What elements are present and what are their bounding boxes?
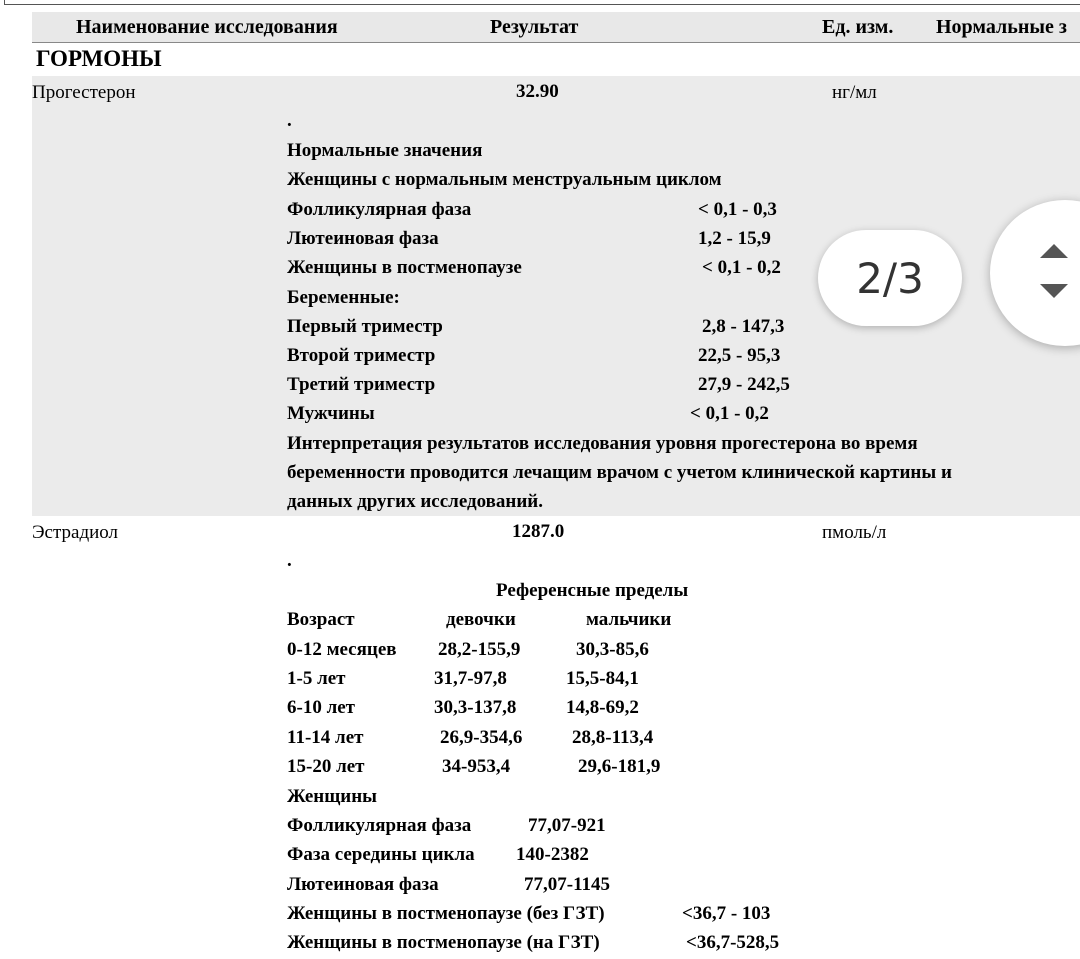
table-header [32, 12, 1080, 43]
girls-cell: 31,7-97,8 [434, 668, 507, 689]
norm-value: 2,8 - 147,3 [702, 316, 785, 337]
norm-label: Лютеиновая фаза [287, 228, 439, 249]
norm-label: Второй триместр [287, 345, 436, 366]
women-label: Женщины [287, 786, 377, 807]
interpretation-note: беременности проводится лечащим врачом с учетом клинической картины и [287, 462, 952, 483]
phase-label: Лютеиновая фаза [287, 874, 439, 895]
unit-estradiol: пмоль/л [822, 522, 887, 543]
boys-cell: 30,3-85,6 [576, 639, 649, 660]
phase-value: <36,7-528,5 [686, 932, 780, 953]
norm-label: Мужчины [287, 403, 375, 424]
girls-cell: 30,3-137,8 [434, 697, 517, 718]
phase-label: Фолликулярная фаза [287, 815, 472, 836]
phase-value: <36,7 - 103 [682, 903, 771, 924]
unit-progesterone: нг/мл [832, 82, 877, 103]
norm-value: < 0,1 - 0,3 [698, 199, 777, 220]
norm-title: Нормальные значения [287, 140, 483, 161]
reference-title: Референсные пределы [496, 580, 689, 601]
boys-cell: 28,8-113,4 [572, 727, 654, 748]
phase-label: Фаза середины цикла [287, 844, 475, 865]
test-name-progesterone: Прогестерон [32, 82, 136, 103]
pregnant-label: Беременные: [287, 287, 400, 308]
boys-cell: 15,5-84,1 [566, 668, 639, 689]
norm-subtitle: Женщины с нормальным менструальным циклом [287, 169, 722, 190]
phase-label: Женщины в постменопаузе (на ГЗТ) [287, 932, 600, 953]
age-cell: 15-20 лет [287, 756, 365, 777]
chevron-down-icon [1040, 284, 1068, 298]
boys-cell: 14,8-69,2 [566, 697, 639, 718]
section-title: ГОРМОНЫ [36, 46, 162, 71]
phase-value: 77,07-1145 [524, 874, 611, 895]
scroll-arrows-icon [1034, 240, 1074, 304]
result-estradiol: 1287.0 [512, 521, 565, 542]
girls-cell: 28,2-155,9 [438, 639, 521, 660]
result-progesterone: 32.90 [516, 81, 559, 102]
header-col-result: Результат [490, 16, 579, 38]
girls-cell: 34-953,4 [442, 756, 511, 777]
header-col-norm: Нормальные з [936, 16, 1067, 38]
norm-label: Первый триместр [287, 316, 443, 337]
chevron-up-icon [1040, 244, 1068, 258]
interpretation-note: данных других исследований. [287, 491, 543, 512]
norm-value: < 0,1 - 0,2 [690, 403, 769, 424]
age-cell: 6-10 лет [287, 697, 356, 718]
col-age: Возраст [287, 609, 355, 630]
phase-label: Женщины в постменопаузе (без ГЗТ) [287, 903, 605, 924]
norm-label: Фолликулярная фаза [287, 199, 472, 220]
norm-value: 1,2 - 15,9 [698, 228, 771, 249]
boys-cell: 29,6-181,9 [578, 756, 661, 777]
header-col-name: Наименование исследования [76, 16, 338, 38]
phase-value: 77,07-921 [528, 815, 606, 836]
age-cell: 1-5 лет [287, 668, 346, 689]
col-girls: девочки [446, 609, 516, 630]
norm-value: < 0,1 - 0,2 [702, 257, 781, 278]
page-indicator: 2/3 [818, 230, 962, 326]
norm-label: Третий триместр [287, 374, 436, 395]
interpretation-note: Интерпретация результатов исследования уровня прогестерона во время [287, 433, 918, 454]
girls-cell: 26,9-354,6 [440, 727, 523, 748]
norm-value: 27,9 - 242,5 [698, 374, 790, 395]
norm-value: 22,5 - 95,3 [698, 345, 781, 366]
age-cell: 11-14 лет [287, 727, 364, 748]
header-col-unit: Ед. изм. [822, 16, 894, 38]
col-boys: мальчики [586, 609, 672, 630]
page-frame [4, 0, 1080, 5]
dot-marker: . [287, 110, 292, 131]
dot-marker: . [287, 550, 292, 571]
norm-label: Женщины в постменопаузе [287, 257, 522, 278]
phase-value: 140-2382 [516, 844, 589, 865]
age-cell: 0-12 месяцев [287, 639, 397, 660]
test-name-estradiol: Эстрадиол [32, 522, 119, 543]
